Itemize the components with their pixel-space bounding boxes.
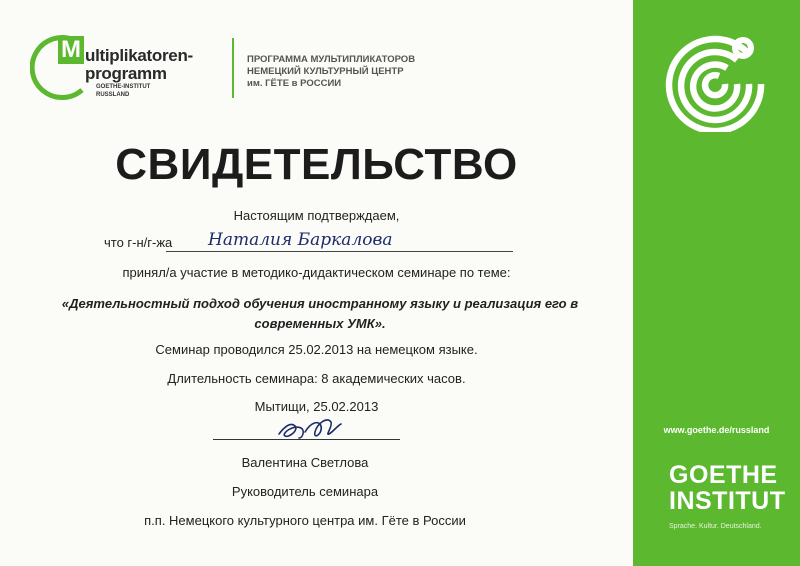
goethe-tagline: Sprache. Kultur. Deutschland. — [669, 523, 762, 530]
header-divider — [232, 38, 234, 98]
seminar-date-text: Семинар проводился 25.02.2013 на немецком языке. — [155, 342, 478, 357]
logo-letter: M — [58, 36, 84, 64]
name-label: что г-н/г-жа — [104, 235, 173, 250]
logo-line2: programm — [85, 64, 167, 83]
goethe-logo-icon — [661, 22, 771, 132]
logo-sub2: RUSSLAND — [96, 92, 130, 98]
participation-text: принял/а участие в методико-дидактическом семинаре по теме: — [122, 265, 511, 280]
topic-line1: «Деятельностный подход обучения иностранному языку и реализация его в — [61, 296, 579, 311]
certificate-title: СВИДЕТЕЛЬСТВО — [115, 140, 518, 189]
program-line2: НЕМЕЦКИЙ КУЛЬТУРНЫЙ ЦЕНТР — [247, 66, 404, 77]
place-date-text: Мытищи, 25.02.2013 — [254, 399, 379, 414]
signature-line — [213, 439, 400, 440]
program-name — [247, 54, 415, 90]
logo-line1: ultiplikatoren- — [85, 46, 193, 65]
signature-icon — [275, 412, 345, 446]
program-line3: им. ГЁТЕ в РОССИИ — [247, 78, 342, 89]
signer-role: Руководитель семинара — [231, 484, 379, 499]
goethe-brand-line2: INSTITUT — [669, 487, 786, 515]
signer-name: Валентина Светлова — [241, 455, 369, 470]
goethe-brand-line1: GOETHE — [669, 461, 778, 489]
name-handwritten: Наталия Баркалова — [208, 230, 393, 250]
topic-line2: современных УМК». — [254, 316, 386, 331]
logo-sub1: GOETHE-INSTITUT — [96, 84, 151, 90]
multiplikatoren-logo — [30, 32, 225, 100]
goethe-url: www.goethe.de/russland — [663, 425, 770, 435]
goethe-panel — [633, 0, 800, 566]
duration-text: Длительность семинара: 8 академических часов. — [167, 371, 466, 386]
name-underline — [166, 251, 513, 252]
program-line1: ПРОГРАММА МУЛЬТИПЛИКАТОРОВ — [247, 54, 416, 65]
confirm-text: Настоящим подтверждаем, — [233, 208, 400, 223]
seminar-topic — [40, 294, 600, 334]
signer-org: п.п. Немецкого культурного центра им. Гёте в России — [144, 513, 466, 528]
